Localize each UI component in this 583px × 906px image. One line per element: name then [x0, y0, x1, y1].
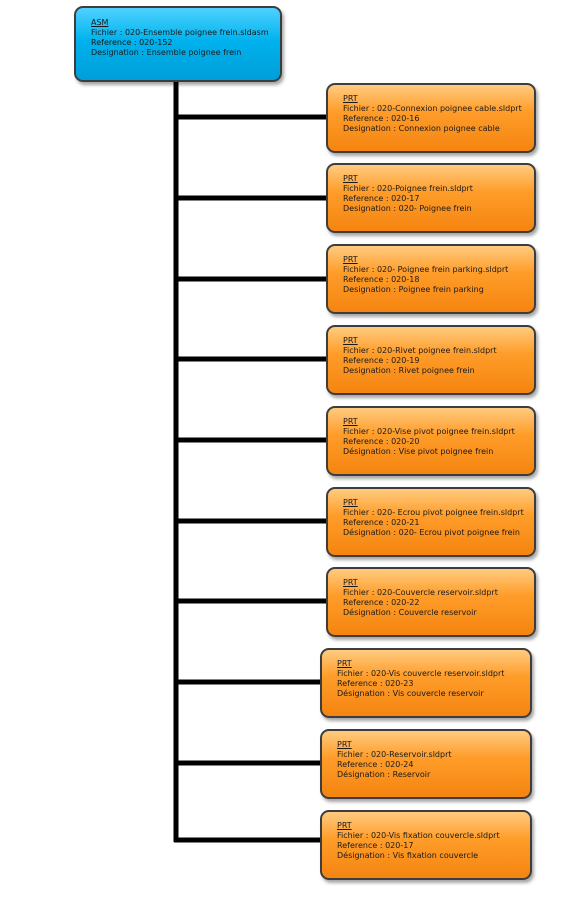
- node-type: PRT: [343, 417, 358, 426]
- fichier-label: Fichier :: [343, 346, 375, 355]
- reference-value: 020-17: [385, 841, 414, 850]
- designation-value: Reservoir: [392, 770, 431, 779]
- part-node[interactable]: [320, 729, 532, 799]
- part-node[interactable]: [326, 83, 536, 153]
- node-type: PRT: [343, 94, 358, 103]
- designation-label: Designation :: [91, 48, 145, 57]
- fichier-label: Fichier :: [337, 750, 369, 759]
- fichier-value: 020-Rivet poignee frein.sldprt: [376, 346, 497, 355]
- designation-label: Désignation :: [337, 770, 391, 779]
- designation-value: Connexion poignee cable: [398, 124, 500, 133]
- reference-value: 020-18: [391, 275, 420, 284]
- node-type: PRT: [337, 821, 352, 830]
- designation-label: Désignation :: [343, 528, 397, 537]
- fichier-value: 020-Vis fixation couvercle.sldprt: [370, 831, 500, 840]
- fichier-label: Fichier :: [343, 427, 375, 436]
- fichier-label: Fichier :: [337, 669, 369, 678]
- reference-label: Reference :: [91, 38, 137, 47]
- fichier-value: 020- Ecrou pivot poignee frein.sldprt: [376, 508, 524, 517]
- fichier-label: Fichier :: [337, 831, 369, 840]
- part-node[interactable]: [320, 648, 532, 718]
- reference-value: 020-24: [385, 760, 414, 769]
- designation-value: Vis fixation couvercle: [392, 851, 479, 860]
- node-type: PRT: [343, 255, 358, 264]
- fichier-value: 020-Poignee frein.sldprt: [376, 184, 473, 193]
- fichier-value: 020-Reservoir.sldprt: [370, 750, 452, 759]
- part-node[interactable]: [326, 567, 536, 637]
- reference-value: 020-152: [139, 38, 173, 47]
- reference-value: 020-21: [391, 518, 420, 527]
- reference-value: 020-22: [391, 598, 420, 607]
- designation-label: Désignation :: [343, 447, 397, 456]
- designation-label: Désignation :: [343, 608, 397, 617]
- fichier-label: Fichier :: [343, 588, 375, 597]
- reference-value: 020-20: [391, 437, 420, 446]
- fichier-label: Fichier :: [343, 104, 375, 113]
- assembly-node[interactable]: [74, 6, 282, 82]
- part-node[interactable]: [326, 244, 536, 314]
- node-type: PRT: [337, 659, 352, 668]
- fichier-value: 020- Poignee frein parking.sldprt: [376, 265, 509, 274]
- fichier-value: 020-Connexion poignee cable.sldprt: [376, 104, 522, 113]
- reference-value: 020-19: [391, 356, 420, 365]
- fichier-value: 020-Vise pivot poignee frein.sldprt: [376, 427, 515, 436]
- node-type: PRT: [343, 336, 358, 345]
- designation-label: Désignation :: [337, 689, 391, 698]
- node-type: PRT: [343, 174, 358, 183]
- fichier-value: 020-Ensemble poignee frein.sldasm: [124, 28, 269, 37]
- node-type: ASM: [91, 18, 109, 27]
- designation-value: Rivet poignee frein: [398, 366, 475, 375]
- reference-label: Reference :: [343, 194, 389, 203]
- reference-label: Reference :: [337, 679, 383, 688]
- fichier-label: Fichier :: [91, 28, 123, 37]
- part-node[interactable]: [326, 487, 536, 557]
- reference-label: Reference :: [343, 598, 389, 607]
- node-type: PRT: [343, 578, 358, 587]
- reference-label: Reference :: [337, 841, 383, 850]
- designation-value: Couvercle reservoir: [398, 608, 477, 617]
- designation-value: 020- Ecrou pivot poignee frein: [398, 528, 520, 537]
- designation-value: Poignee frein parking: [398, 285, 484, 294]
- fichier-label: Fichier :: [343, 265, 375, 274]
- reference-value: 020-23: [385, 679, 414, 688]
- designation-label: Designation :: [343, 285, 397, 294]
- designation-value: Ensemble poignee frein: [146, 48, 242, 57]
- designation-value: Vise pivot poignee frein: [398, 447, 494, 456]
- reference-label: Reference :: [343, 518, 389, 527]
- designation-value: 020- Poignee frein: [398, 204, 472, 213]
- designation-label: Designation :: [343, 124, 397, 133]
- reference-label: Reference :: [337, 760, 383, 769]
- designation-label: Designation :: [343, 366, 397, 375]
- fichier-value: 020-Couvercle reservoir.sldprt: [376, 588, 498, 597]
- reference-label: Reference :: [343, 275, 389, 284]
- node-type: PRT: [337, 740, 352, 749]
- reference-value: 020-17: [391, 194, 420, 203]
- designation-value: Vis couvercle reservoir: [392, 689, 484, 698]
- fichier-label: Fichier :: [343, 184, 375, 193]
- fichier-label: Fichier :: [343, 508, 375, 517]
- reference-label: Reference :: [343, 437, 389, 446]
- designation-label: Designation :: [343, 204, 397, 213]
- part-node[interactable]: [326, 163, 536, 233]
- reference-label: Reference :: [343, 356, 389, 365]
- designation-label: Désignation :: [337, 851, 391, 860]
- part-node[interactable]: [326, 406, 536, 476]
- part-node[interactable]: [326, 325, 536, 395]
- part-node[interactable]: [320, 810, 532, 880]
- reference-value: 020-16: [391, 114, 420, 123]
- fichier-value: 020-Vis couvercle reservoir.sldprt: [370, 669, 505, 678]
- reference-label: Reference :: [343, 114, 389, 123]
- node-type: PRT: [343, 498, 358, 507]
